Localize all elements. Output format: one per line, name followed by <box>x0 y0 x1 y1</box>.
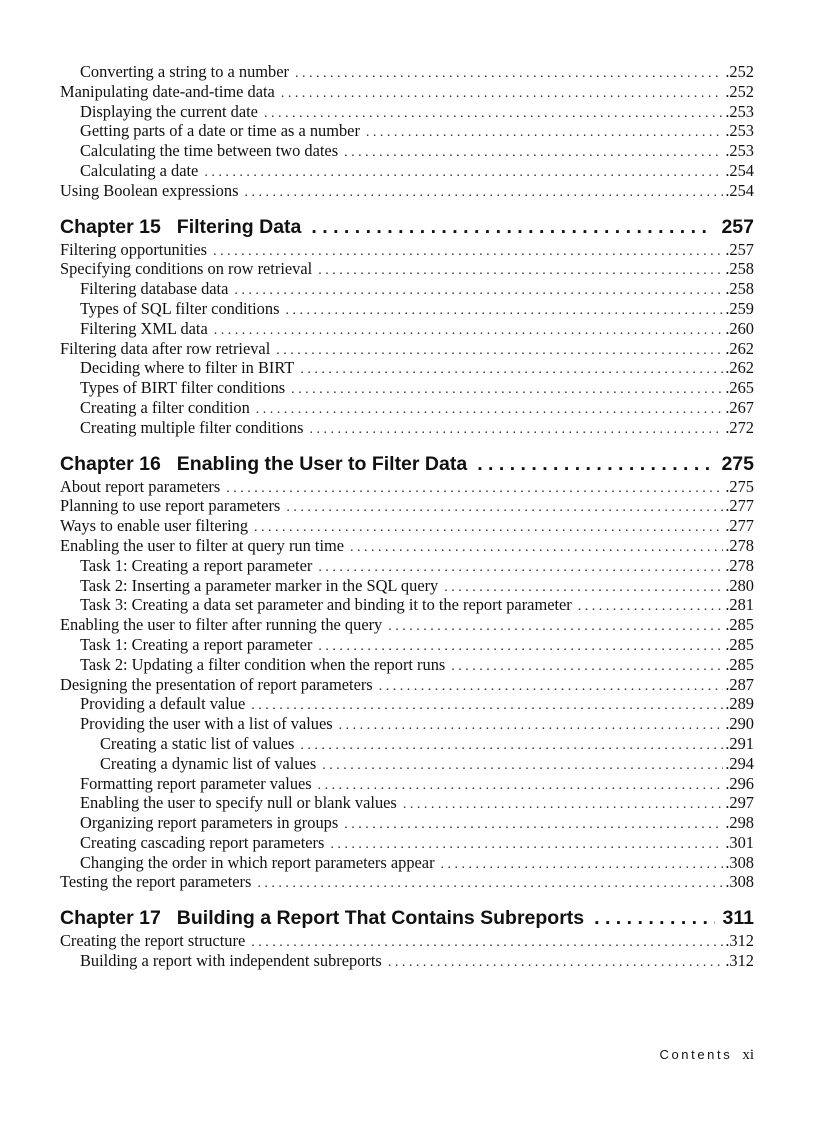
dot-leader <box>318 261 723 281</box>
toc-entry-title: Ways to enable user filtering <box>60 516 254 536</box>
toc-entry-title: Formatting report parameter values <box>60 774 318 794</box>
toc-entry[interactable] <box>60 951 754 971</box>
dot-leader <box>286 498 723 518</box>
toc-page-number: .301 <box>725 832 754 852</box>
table-of-contents <box>60 62 754 971</box>
toc-entry[interactable] <box>60 872 754 892</box>
toc-entry[interactable] <box>60 339 754 359</box>
dot-leader <box>311 216 713 239</box>
toc-entry[interactable] <box>60 240 754 260</box>
toc-entry[interactable] <box>60 595 754 615</box>
toc-entry[interactable] <box>60 181 754 201</box>
toc-entry-title: Planning to use report parameters <box>60 496 286 516</box>
toc-entry-title: Enabling the user to filter at query run time <box>60 536 350 556</box>
toc-entry[interactable] <box>60 358 754 378</box>
toc-entry[interactable] <box>60 833 754 853</box>
toc-entry[interactable] <box>60 418 754 438</box>
dot-leader <box>276 341 723 361</box>
toc-entry-title: Getting parts of a date or time as a number <box>60 121 366 141</box>
dot-leader <box>226 479 723 499</box>
chapter-title <box>60 453 477 476</box>
toc-entry[interactable] <box>60 378 754 398</box>
toc-entry-title: Providing a default value <box>60 694 251 714</box>
dot-leader <box>578 597 724 617</box>
toc-entry[interactable] <box>60 635 754 655</box>
toc-page-number: .308 <box>725 872 754 892</box>
toc-page-number: .253 <box>725 101 754 121</box>
toc-entry-title: Filtering opportunities <box>60 240 213 260</box>
toc-page-number: .312 <box>725 931 754 951</box>
toc-entry-title: Providing the user with a list of values <box>60 714 339 734</box>
toc-entry-title: Converting a string to a number <box>60 62 295 82</box>
chapter-title-text: Building a Report That Contains Subreports <box>176 907 585 930</box>
toc-entry[interactable] <box>60 259 754 279</box>
toc-page-number: .253 <box>725 121 754 141</box>
dot-leader <box>350 538 723 558</box>
footer-label: Contents <box>659 1047 733 1062</box>
toc-page-number: .254 <box>725 160 754 180</box>
toc-chapter-heading[interactable] <box>60 907 754 930</box>
toc-page-number: .252 <box>725 62 754 81</box>
toc-entry-title: About report parameters <box>60 477 226 497</box>
toc-page-number: .277 <box>725 496 754 516</box>
dot-leader <box>477 453 713 476</box>
toc-page-number: .296 <box>725 773 754 793</box>
toc-page-number: .294 <box>725 753 754 773</box>
toc-page-number: .280 <box>725 575 754 595</box>
dot-leader <box>244 183 723 203</box>
toc-entry-title: Types of BIRT filter conditions <box>60 378 291 398</box>
toc-entry[interactable] <box>60 853 754 873</box>
toc-page-number: .258 <box>725 279 754 299</box>
toc-entry[interactable] <box>60 102 754 122</box>
chapter-number: Chapter 15 <box>60 215 161 238</box>
dot-leader <box>257 874 723 894</box>
toc-page-number: 257 <box>721 215 754 238</box>
chapter-title-text: Filtering Data <box>176 215 302 238</box>
toc-entry-title: Calculating a date <box>60 161 204 181</box>
dot-leader <box>310 420 724 440</box>
dot-leader <box>388 617 723 637</box>
toc-page-number: .291 <box>725 733 754 753</box>
chapter-title <box>60 907 594 930</box>
dot-leader <box>256 400 724 420</box>
toc-entry-title: Creating the report structure <box>60 931 251 951</box>
dot-leader <box>379 677 724 697</box>
dot-leader <box>366 123 723 143</box>
chapter-number: Chapter 16 <box>60 452 161 475</box>
dot-leader <box>339 716 724 736</box>
toc-page-number: .272 <box>725 417 754 437</box>
toc-entry[interactable] <box>60 793 754 813</box>
dot-leader <box>204 163 723 183</box>
toc-page-number: .257 <box>725 239 754 259</box>
toc-entry[interactable] <box>60 398 754 418</box>
toc-page-number: .267 <box>725 397 754 417</box>
dot-leader <box>451 657 723 677</box>
dot-leader <box>322 756 723 776</box>
toc-page-number: .290 <box>725 714 754 734</box>
toc-entry-title: Filtering XML data <box>60 319 214 339</box>
toc-page-number: .258 <box>725 259 754 279</box>
dot-leader <box>441 855 724 875</box>
toc-page-number: .259 <box>725 298 754 318</box>
chapter-title <box>60 216 311 239</box>
toc-entry-title: Enabling the user to filter after running the query <box>60 615 388 635</box>
toc-entry-title: Enabling the user to specify null or blank values <box>60 793 403 813</box>
toc-entry[interactable] <box>60 734 754 754</box>
dot-leader <box>344 143 723 163</box>
toc-entry-title: Manipulating date-and-time data <box>60 82 281 102</box>
toc-page-number: .285 <box>725 615 754 635</box>
toc-page-number: .308 <box>725 852 754 872</box>
dot-leader <box>300 736 723 756</box>
toc-entry-title: Organizing report parameters in groups <box>60 813 344 833</box>
chapter-number: Chapter 17 <box>60 907 161 930</box>
toc-entry[interactable] <box>60 516 754 536</box>
toc-entry[interactable] <box>60 675 754 695</box>
toc-entry-title: Calculating the time between two dates <box>60 141 344 161</box>
toc-entry[interactable] <box>60 477 754 497</box>
toc-page-number: .262 <box>725 358 754 378</box>
dot-leader <box>214 321 724 341</box>
toc-entry[interactable] <box>60 141 754 161</box>
toc-page-number: .265 <box>725 378 754 398</box>
page-footer <box>560 1046 754 1064</box>
toc-entry-title: Building a report with independent subreports <box>60 951 388 971</box>
toc-entry-title: Displaying the current date <box>60 102 264 122</box>
toc-entry-title: Creating a filter condition <box>60 398 256 418</box>
dot-leader <box>388 953 724 973</box>
toc-page-number: .275 <box>725 476 754 496</box>
footer-page-number: xi <box>742 1047 754 1063</box>
toc-entry[interactable] <box>60 576 754 596</box>
dot-leader <box>295 64 723 84</box>
dot-leader <box>291 380 723 400</box>
toc-chapter-heading[interactable] <box>60 453 754 476</box>
toc-page-number: 275 <box>721 452 754 475</box>
toc-page-number: .298 <box>725 813 754 833</box>
toc-page-number: .312 <box>725 951 754 971</box>
toc-entry[interactable] <box>60 931 754 951</box>
toc-page-number: .285 <box>725 654 754 674</box>
toc-entry[interactable] <box>60 774 754 794</box>
toc-entry[interactable] <box>60 556 754 576</box>
toc-entry-title: Task 2: Updating a filter condition when the report runs <box>60 655 451 675</box>
toc-entry[interactable] <box>60 121 754 141</box>
dot-leader <box>594 907 714 930</box>
dot-leader <box>234 281 723 301</box>
toc-page-number: .281 <box>725 595 754 615</box>
toc-entry-title: Specifying conditions on row retrieval <box>60 259 318 279</box>
toc-entry[interactable] <box>60 754 754 774</box>
dot-leader <box>403 795 724 815</box>
toc-page-number: .297 <box>725 793 754 813</box>
toc-entry-title: Designing the presentation of report parameters <box>60 675 379 695</box>
toc-entry-title: Creating a static list of values <box>60 734 300 754</box>
toc-entry[interactable] <box>60 496 754 516</box>
toc-entry-title: Task 2: Inserting a parameter marker in the SQL query <box>60 576 444 596</box>
chapter-title-text: Enabling the User to Filter Data <box>176 452 468 475</box>
toc-entry-title: Changing the order in which report parameters appear <box>60 853 441 873</box>
toc-entry[interactable] <box>60 161 754 181</box>
toc-entry-title: Task 1: Creating a report parameter <box>60 556 318 576</box>
toc-entry[interactable] <box>60 319 754 339</box>
toc-entry[interactable] <box>60 279 754 299</box>
toc-page-number: .253 <box>725 141 754 161</box>
toc-page-number: .289 <box>725 694 754 714</box>
dot-leader <box>285 301 723 321</box>
toc-entry[interactable] <box>60 694 754 714</box>
toc-entry-title: Filtering data after row retrieval <box>60 339 276 359</box>
toc-chapter-heading[interactable] <box>60 216 754 239</box>
toc-entry-title: Deciding where to filter in BIRT <box>60 358 300 378</box>
toc-entry-title: Creating a dynamic list of values <box>60 754 322 774</box>
toc-entry-title: Task 1: Creating a report parameter <box>60 635 318 655</box>
toc-entry-title: Testing the report parameters <box>60 872 257 892</box>
toc-page-number: .254 <box>725 180 754 200</box>
toc-entry[interactable] <box>60 82 754 102</box>
toc-page-number: .285 <box>725 634 754 654</box>
toc-entry[interactable] <box>60 615 754 635</box>
toc-entry[interactable] <box>60 655 754 675</box>
toc-page-number: .252 <box>725 81 754 101</box>
toc-entry-title: Types of SQL filter conditions <box>60 299 285 319</box>
toc-entry-title: Task 3: Creating a data set parameter and binding it to the report parameter <box>60 595 578 615</box>
toc-page-number: .278 <box>725 535 754 555</box>
toc-entry[interactable] <box>60 714 754 734</box>
toc-entry-title: Creating cascading report parameters <box>60 833 330 853</box>
toc-entry-title: Creating multiple filter conditions <box>60 418 310 438</box>
toc-entry-title: Filtering database data <box>60 279 234 299</box>
toc-page-number: .278 <box>725 555 754 575</box>
dot-leader <box>300 360 723 380</box>
dot-leader <box>344 815 723 835</box>
toc-entry[interactable] <box>60 813 754 833</box>
toc-page-number: .287 <box>725 674 754 694</box>
toc-page-number: 311 <box>722 907 754 930</box>
toc-entry[interactable] <box>60 536 754 556</box>
dot-leader <box>281 84 723 104</box>
toc-entry[interactable] <box>60 62 754 82</box>
toc-page-number: .260 <box>725 318 754 338</box>
toc-entry-title: Using Boolean expressions <box>60 181 244 201</box>
toc-entry[interactable] <box>60 299 754 319</box>
toc-page-number: .262 <box>725 338 754 358</box>
toc-page-number: .277 <box>725 516 754 536</box>
